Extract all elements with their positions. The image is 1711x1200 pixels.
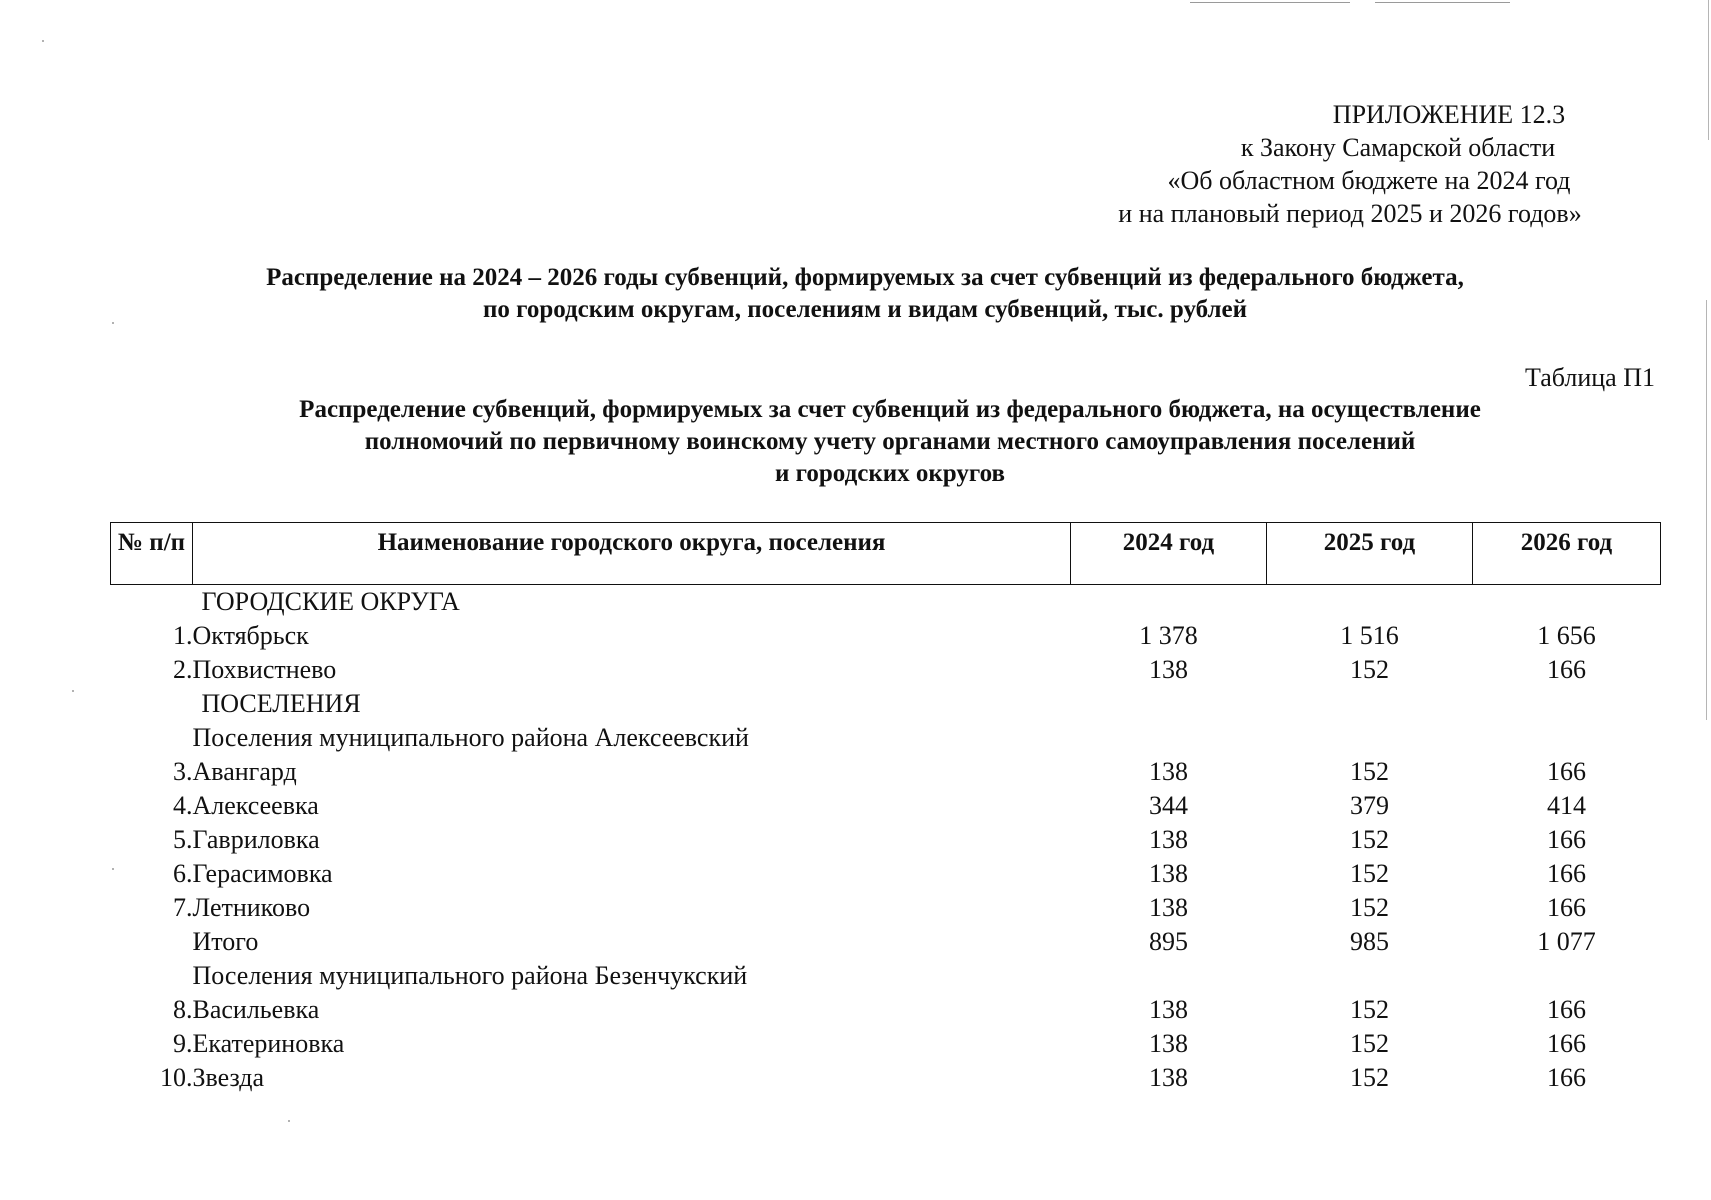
scan-dust [42,40,44,42]
document-title-line-2: по городским округам, поселениям и видам субвенций, тыс. рублей [482,296,1248,323]
scan-dust [112,322,114,324]
row-name: Васильевка [192,995,320,1024]
appendix-law-title: «Об областном бюджете на 2024 год [1167,166,1571,195]
row-name: Летниково [192,893,311,922]
row-2024: 1 378 [1139,621,1198,650]
row-num: 9. [173,1029,193,1058]
table-row [111,653,1661,687]
scan-dust [288,1120,290,1122]
row-2024: 344 [1149,791,1188,820]
row-num [111,585,193,620]
row-2025 [1267,721,1473,755]
table-row [111,959,1661,993]
row-name: Похвистнево [192,655,337,684]
row-2024: 138 [1149,1063,1188,1092]
row-name: Октябрьск [192,621,309,650]
table-row [111,585,1661,620]
row-num [111,959,193,993]
row-name: Итого [192,927,259,956]
table-row [111,993,1661,1027]
scan-artifact-line [1375,2,1510,3]
row-2025 [1267,585,1473,620]
row-num: 7. [173,893,193,922]
row-2026: 166 [1547,995,1586,1024]
row-2025: 152 [1350,825,1389,854]
row-2026 [1473,959,1661,993]
row-2025: 152 [1350,1063,1389,1092]
row-num [111,721,193,755]
table-row [111,789,1661,823]
scan-dust [72,690,74,692]
row-name: Авангард [192,757,297,786]
subvention-table [110,522,1661,1095]
row-2024: 138 [1149,757,1188,786]
row-num: 3. [173,757,193,786]
row-2026: 166 [1547,825,1586,854]
row-name: ПОСЕЛЕНИЯ [201,689,361,718]
row-num: 2. [173,655,193,684]
row-num: 8. [173,995,193,1024]
scan-artifact-line [1190,2,1350,3]
row-2024 [1071,585,1267,620]
row-2025: 152 [1350,893,1389,922]
header-2024: 2024 год [1071,523,1267,585]
row-num: 4. [173,791,193,820]
row-2026: 166 [1547,757,1586,786]
row-2025: 152 [1350,655,1389,684]
row-2026: 1 077 [1537,927,1596,956]
table-title-line-3: и городских округов [775,460,1005,487]
row-2024 [1071,687,1267,721]
row-num: 10. [160,1063,193,1092]
table-row-total [111,925,1661,959]
document-title [200,262,1530,326]
table-body [111,585,1661,1096]
row-2025 [1267,687,1473,721]
row-2026: 166 [1547,1029,1586,1058]
row-2026: 166 [1547,893,1586,922]
appendix-number: ПРИЛОЖЕНИЕ 12.3 [1332,100,1566,129]
table-row [111,1061,1661,1095]
row-2024: 138 [1149,893,1188,922]
document-title-line-1: Распределение на 2024 – 2026 годы субвенций, формируемых за счет субвенций из федерального бюджета, [266,264,1464,291]
row-2024: 138 [1149,825,1188,854]
header-row [111,523,1661,585]
row-2026 [1473,687,1661,721]
row-2025: 152 [1350,859,1389,888]
table-row [111,755,1661,789]
row-name: Поселения муниципального района Алексеевский [192,723,749,752]
row-num: 6. [173,859,193,888]
header-2026: 2026 год [1473,523,1661,585]
row-num: 5. [173,825,193,854]
table-row [111,721,1661,755]
row-2024: 138 [1149,995,1188,1024]
table-row [111,857,1661,891]
scan-artifact-edge [1706,300,1707,720]
row-name: Алексеевка [192,791,319,820]
row-name: Герасимовка [192,859,333,888]
row-name: Поселения муниципального района Безенчукский [192,961,748,990]
row-2026: 1 656 [1537,621,1596,650]
row-name: ГОРОДСКИЕ ОКРУГА [201,587,460,616]
table-row [111,619,1661,653]
row-2026 [1473,721,1661,755]
scan-artifact-edge [1708,0,1709,140]
row-name: Екатериновка [192,1029,345,1058]
row-2024 [1071,721,1267,755]
row-num: 1. [173,621,193,650]
header-2025: 2025 год [1267,523,1473,585]
row-2024: 138 [1149,859,1188,888]
table-row [111,823,1661,857]
row-2024: 138 [1149,655,1188,684]
row-2025: 985 [1350,927,1389,956]
appendix-law-line: к Закону Самарской области [1240,133,1556,162]
row-name: Гавриловка [192,825,320,854]
row-2026: 166 [1547,859,1586,888]
table-title-line-2: полномочий по первичному воинскому учету органами местного самоуправления поселений [364,428,1416,455]
appendix-header [1000,98,1700,230]
row-2025: 1 516 [1340,621,1399,650]
row-2026: 414 [1547,791,1586,820]
table-row [111,1027,1661,1061]
appendix-law-title-cont: и на плановый период 2025 и 2026 годов» [1118,199,1582,228]
row-2025: 152 [1350,995,1389,1024]
header-num: № п/п [111,523,193,585]
table-header [111,523,1661,585]
row-2025: 152 [1350,757,1389,786]
row-2026: 166 [1547,1063,1586,1092]
header-name: Наименование городского округа, поселения [193,523,1071,585]
row-2025: 379 [1350,791,1389,820]
table-title-line-1: Распределение субвенций, формируемых за счет субвенций из федерального бюджета, на осуществление [299,396,1481,423]
row-num [111,925,193,959]
row-2024 [1071,959,1267,993]
table-title [200,394,1580,490]
row-2025: 152 [1350,1029,1389,1058]
row-2025 [1267,959,1473,993]
row-2026 [1473,585,1661,620]
row-2026: 166 [1547,655,1586,684]
row-name: Звезда [192,1063,265,1092]
row-2024: 895 [1149,927,1188,956]
row-2024: 138 [1149,1029,1188,1058]
table-label: Таблица П1 [1525,363,1655,392]
table-row [111,687,1661,721]
table-row [111,891,1661,925]
row-num [111,687,193,721]
